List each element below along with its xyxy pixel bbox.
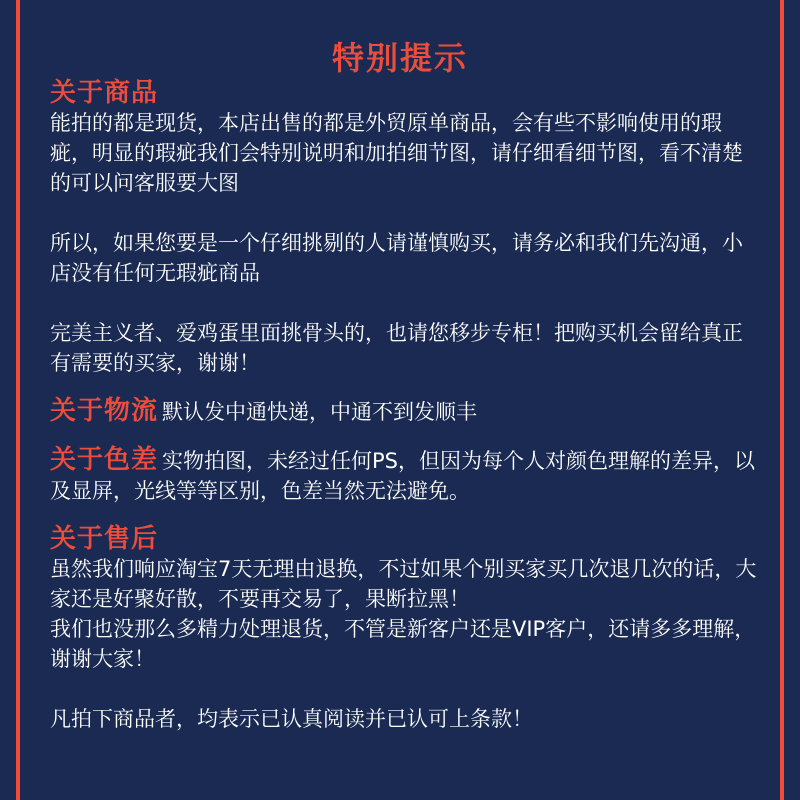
goods-paragraph-1: 能拍的都是现货，本店出售的都是外贸原单商品，会有些不影响使用的瑕疵，明显的瑕疵我们会特别说明和加拍细节图，请仔细看细节图，看不清楚的可以问客服要大图: [50, 111, 743, 195]
logistics-text: 默认发中通快递，中通不到发顺丰: [162, 400, 478, 424]
goods-paragraph-2: 所以，如果您要是一个仔细挑剔的人请谨慎购买，请务必和我们先沟通，小店没有任何无瑕疵商品: [50, 231, 743, 285]
left-border-line: [16, 0, 20, 800]
aftersale-paragraph-2: 我们也没那么多精力处理退货，不管是新客户还是VIP客户，还请多多理解，谢谢大家！: [50, 617, 756, 671]
logistics-section: [50, 396, 760, 427]
aftersale-heading: 关于售后: [50, 524, 159, 554]
logistics-heading: 关于物流: [50, 396, 159, 426]
color-text: 实物拍图，未经过任何PS，但因为每个人对颜色理解的差异，以及显屏，光线等等区别，色差当然无法避免。: [50, 449, 756, 503]
aftersale-paragraph-1: 虽然我们响应淘宝7天无理由退换，不过如果个别买家买几次退几次的话，大家还是好聚好散，不要再交易了，果断拉黑！: [50, 557, 757, 611]
goods-paragraph-3: 完美主义者、爱鸡蛋里面挑骨头的，也请您移步专柜！把购买机会留给真正有需要的买家，谢谢！: [50, 321, 743, 375]
notice-content: [50, 78, 760, 734]
color-heading: 关于色差: [50, 445, 159, 475]
right-border-line: [780, 0, 784, 800]
color-section: [50, 445, 760, 506]
goods-heading: 关于商品: [50, 78, 159, 108]
aftersale-paragraph-3: 凡拍下商品者，均表示已认真阅读并已认可上条款！: [50, 707, 533, 731]
page-title: 特别提示: [331, 39, 468, 77]
